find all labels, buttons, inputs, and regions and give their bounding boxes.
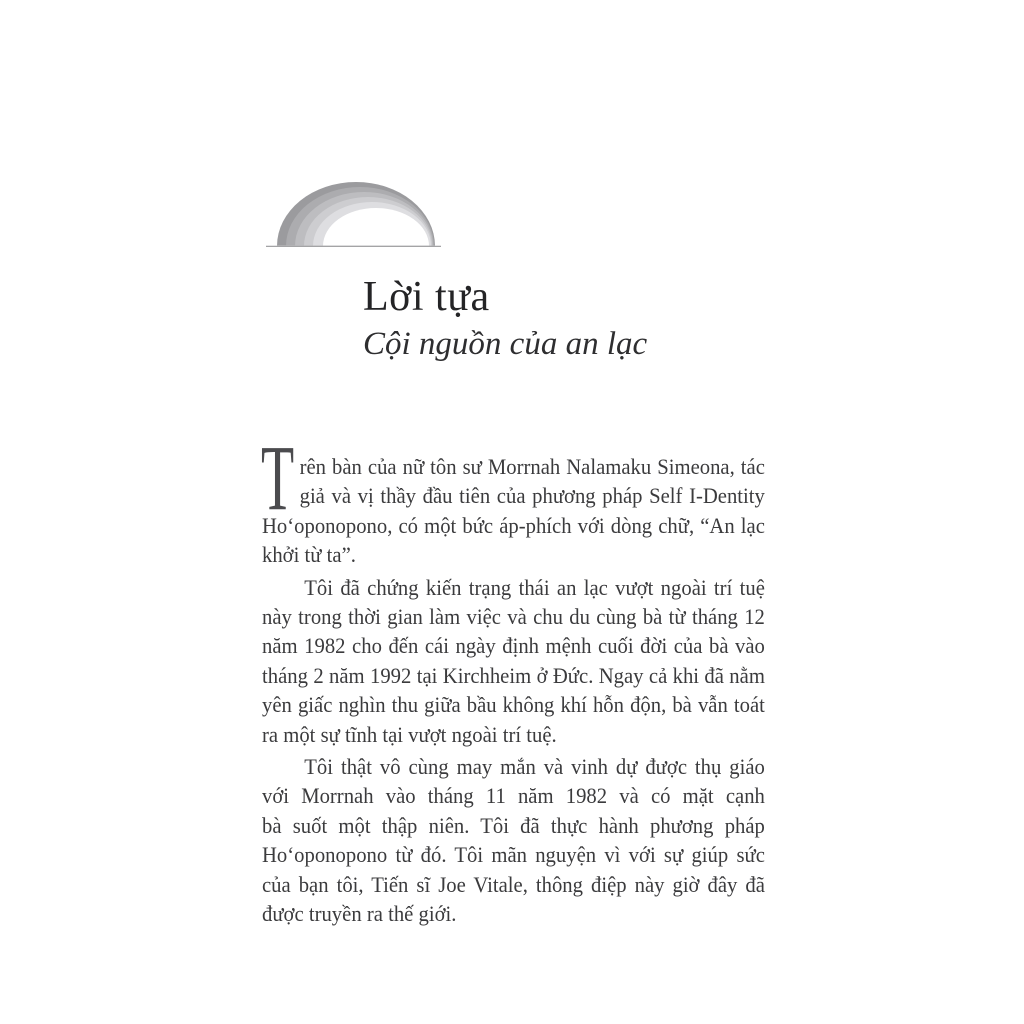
body-line: tháng 2 năm 1992 tại Kirchheim ở Đức. Ngay cả khi đã nằm [262,662,765,688]
chapter-subtitle: Cội nguồn của an lạc [363,326,648,362]
body-line: năm 1982 cho đến cái ngày định mệnh cuối đời của bà vào [262,633,765,659]
body-line: này trong thời gian làm việc và chu du cùng bà từ tháng 12 [262,604,765,630]
body-line: Hoʻoponopono từ đó. Tôi mãn nguyện vì với sự giúp sức [262,842,765,868]
drop-cap: T [261,427,295,530]
body-line: được truyền ra thế giới. [262,901,457,927]
body-line: giả và vị thầy đầu tiên của phương pháp Self I-Dentity [299,483,765,509]
body-line: của bạn tôi, Tiến sĩ Joe Vitale, thông điệp này giờ đây đã [262,871,765,897]
paragraph [262,573,765,749]
rainbow-arc-svg [264,181,442,248]
body-line: Tôi đã chứng kiến trạng thái an lạc vượt ngoài trí tuệ [304,574,765,600]
rainbow-arc-graphic [264,181,442,248]
body-line: Tôi thật vô cùng may mắn và vinh dự được thụ giáo [304,754,765,780]
body-text [261,427,765,929]
body-line: Hoʻoponopono, có một bức áp-phích với dòng chữ, “An lạc [262,512,765,538]
body-line: rên bàn của nữ tôn sư Morrnah Nalamaku Simeona, tác [299,454,765,479]
paragraph [261,427,765,570]
body-line: khởi từ ta”. [262,542,356,568]
body-line: bà suốt một thập niên. Tôi đã thực hành phương pháp [262,812,765,838]
chapter-title: Lời tựa [363,274,490,320]
body-line: yên giấc nghìn thu giữa bầu không khí hỗn độn, bà vẫn toát [262,692,765,718]
body-line: ra một sự tĩnh tại vượt ngoài trí tuệ. [262,721,557,747]
body-line: với Morrnah vào tháng 11 năm 1982 và có mặt cạnh [262,783,765,809]
paragraph [262,752,765,928]
